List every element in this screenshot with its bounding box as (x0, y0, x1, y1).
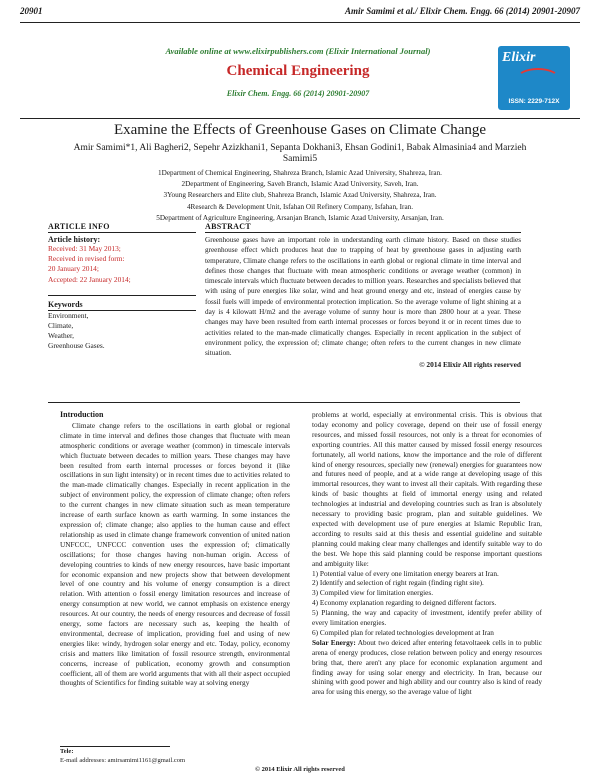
footnote-tele: Tele: (60, 748, 74, 755)
introduction-paragraph: Climate change refers to the oscillations in earth global or regional climate in time interval and defines those changes that fluctuate with mean atmospheric conditions or average weather (common) in timescale intervals which fluctuate between decades to million years. These changes may have been resulted from earth internal processes or forces beyond it (like oscillations in sun light intensity) or in recent times due to activities related to the man-made climatically changes. Especially in recent application in the subject of environment policy, the expression of climate change; often refers to the current changes in new climate situation such as mean temperature increase of earth surface known as earth warming. In some instances the expression of; climate change; also applies to the human cause and effect relationship as used in climate change framework convention of united nation UNFCCC, UNFCCC convention uses the expression of; climatically oscillations; for those changes having non-human origin. Access of developing countries to kinds of new energy resources, have basic important for economic expansion and new projects show that between development level of one country and his volume of energy consumption is a direct relation. With attention o fossil energy limitation resources and increase of energy consumption at new world, we cannot emphasis on existence energy resources. At our country, the needs of energy resources and decrease of fossil energy, some factors are necessary such as, keeping the health of environmental, decrease of implication, providing fuel and using of new energies like: windy, hydrogen solar energy and etc. Today, policy, economy crisis and matters like limitation of fossil resource strength, environmental concerns, increase of publication, economy growth and consumption coefficient, all of them are world arguments that with all their aspect occupied thoughts of Scientifics for finding suitable way at solving energy (60, 420, 290, 688)
journal-name: Chemical Engineering (226, 63, 370, 79)
logo-arc-icon (516, 68, 560, 90)
footnote-rule (60, 746, 170, 747)
body-right-column (312, 410, 542, 697)
abstract-heading: ABSTRACT (205, 222, 521, 233)
journal-banner (118, 46, 478, 98)
keyword: Environment, (48, 310, 89, 320)
journal-citation: Elixir Chem. Engg. 66 (2014) 20901-20907 (226, 89, 370, 98)
list-item: 2) Identify and selection of right regain (finding right site). (312, 578, 484, 588)
article-info-panel (48, 222, 196, 352)
body-rule (48, 402, 520, 403)
article-info-heading: ARTICLE INFO (48, 222, 196, 233)
affiliation: 2Department of Engineering, Saveh Branch, Islamic Azad University, Saveh, Iran. (181, 180, 419, 189)
history-line: Received: 31 May 2013; (48, 244, 121, 253)
title-rule (20, 118, 580, 119)
keyword: Greenhouse Gases. (48, 341, 105, 351)
footnote-email[interactable]: E-mail addresses: amirsamimi1161@gmail.com (60, 757, 186, 764)
affiliation: 5Department of Agriculture Engineering, Arsanjan Branch, Islamic Azad University, Arsanjan, Iran. (156, 213, 444, 222)
introduction-heading: Introduction (60, 410, 104, 419)
available-online-link[interactable]: Available online at www.elixirpublishers.com (Elixir International Journal) (165, 46, 431, 56)
keyword: Climate, (48, 321, 74, 331)
running-head: Amir Samimi et al./ Elixir Chem. Engg. 66 (2014) 20901-20907 (344, 6, 580, 16)
history-line: 20 January 2014; (48, 264, 99, 274)
keyword: Weather, (48, 331, 74, 341)
elixir-logo (498, 46, 570, 110)
solar-energy-paragraph (312, 638, 542, 697)
solar-energy-text: About two deiced after entering fetavoltaeek cells in to public arena of energy produces, close relation between policy and energy resources bring that, there aren't any place for economic explanation argument and finding away for using solar energy and electricity. In Iran, because our shining with good power and high ability and our country also is kind of ready area for using this energy, so the average value of light (312, 637, 543, 697)
footer-copyright: © 2014 Elixir All rights reserved (255, 766, 345, 773)
abstract-copyright: © 2014 Elixir All rights reserved (419, 359, 521, 369)
list-item: 3) Compiled view for limitation energies. (312, 588, 434, 598)
article-authors: Amir Samimi*1, Ali Bagheri2, Sepehr Azizkhani1, Sepanta Dokhani3, Ehsan Godini1, Babak Almasinia4 and Marzieh Samimi5 (73, 143, 527, 164)
header-rule (20, 22, 580, 23)
body-left-column (60, 410, 290, 688)
logo-brand: Elixir (502, 50, 536, 65)
list-item: 1) Potential value of every one limitation energy bearers at Iran. (312, 568, 499, 578)
abstract-text: Greenhouse gases have an important role in understanding earth climate history. Based on these studies greenhouse effect which produces heat due to trapping of heat by greenhouse gases in adjusting earth temperature, Climate change refers to the oscillations in earth global or regional climate in time interval and defines those changes that fluctuate with mean atmospheric conditions or average weather (common) in timescale intervals which fluctuate between decades to million years. Researches and specialists believed that with using of pure energies like solar, wind and heat ground energy and etc, instead of energies cause by fossil fuels will impede of environmental protection implication. So the average volume of light shining at a day is 4 kilowatt H/m2 and the average volume of sunny hour is more than 2800 hour at a year. These changes may have been resulted from earth internal processes or forces beyond it or in recent times due to activities related to the man-made climatically changes. Especially in recent application in the subject of environment policy, the expression of; climate change; often refers to the current changes in new climate situation. (205, 236, 521, 358)
page-number: 20901 (20, 6, 43, 16)
article-title: Examine the Effects of Greenhouse Gases on Climate Change (113, 122, 487, 138)
affiliations (40, 168, 560, 224)
logo-issn: ISSN: 2229-712X (508, 98, 560, 105)
solar-energy-heading: Solar Energy: (312, 637, 356, 647)
list-item: 6) Compiled plan for related technologies development at Iran (312, 627, 494, 637)
list-item: 4) Economy explanation regarding to deigned different factors. (312, 598, 497, 608)
body-paragraph: problems at world, especially at environmental crisis. This is obvious that today economy and policy coverage, depend on their use of fossil energy resources, and missed fossil resources, not only is a threat for economies of exporting countries. All this matter caused by missed fossil energy resources fortunately, all world nations, know the importance and the role of different kind of energy resources, specially new (renewal) energies for guarantees now and futures need of people, and at a wide range at developing usage of this immortal resources, they want to invest all their capitals. With regarding these kinds of basic thoughts at field of immortal energy using and related technologies at industrial and developing countries such as Iran is absolutely necessary to providing basic program, plan and suitable guidelines. We expected with development use of pure energies at Islamic Republic Iran, according to results said at this thesis and essential guideline and suitable planning could making clear many challenges and identify suitable way to do the best. We hope this said planning could be response important questions and ambiguity like: (312, 410, 542, 568)
article-history-heading: Article history: (48, 235, 101, 244)
history-line: Received in revised form: (48, 254, 125, 264)
affiliation: 3Young Researchers and Elite club, Shahreza Branch, Islamic Azad University, Shahreza, Iran. (163, 191, 437, 200)
keywords-heading: Keywords (48, 295, 196, 311)
abstract-panel (205, 222, 521, 369)
affiliation: 1Department of Chemical Engineering, Shahreza Branch, Islamic Azad University, Shahreza, Iran. (158, 169, 442, 177)
list-item: 5) Planning, the way and capacity of investment, identify prefer ability of every limitation energies. (312, 608, 542, 628)
affiliation: 4Research & Development Unit, Isfahan Oil Refinery Company, Isfahan, Iran. (186, 202, 414, 211)
history-line: Accepted: 22 January 2014; (48, 274, 131, 284)
